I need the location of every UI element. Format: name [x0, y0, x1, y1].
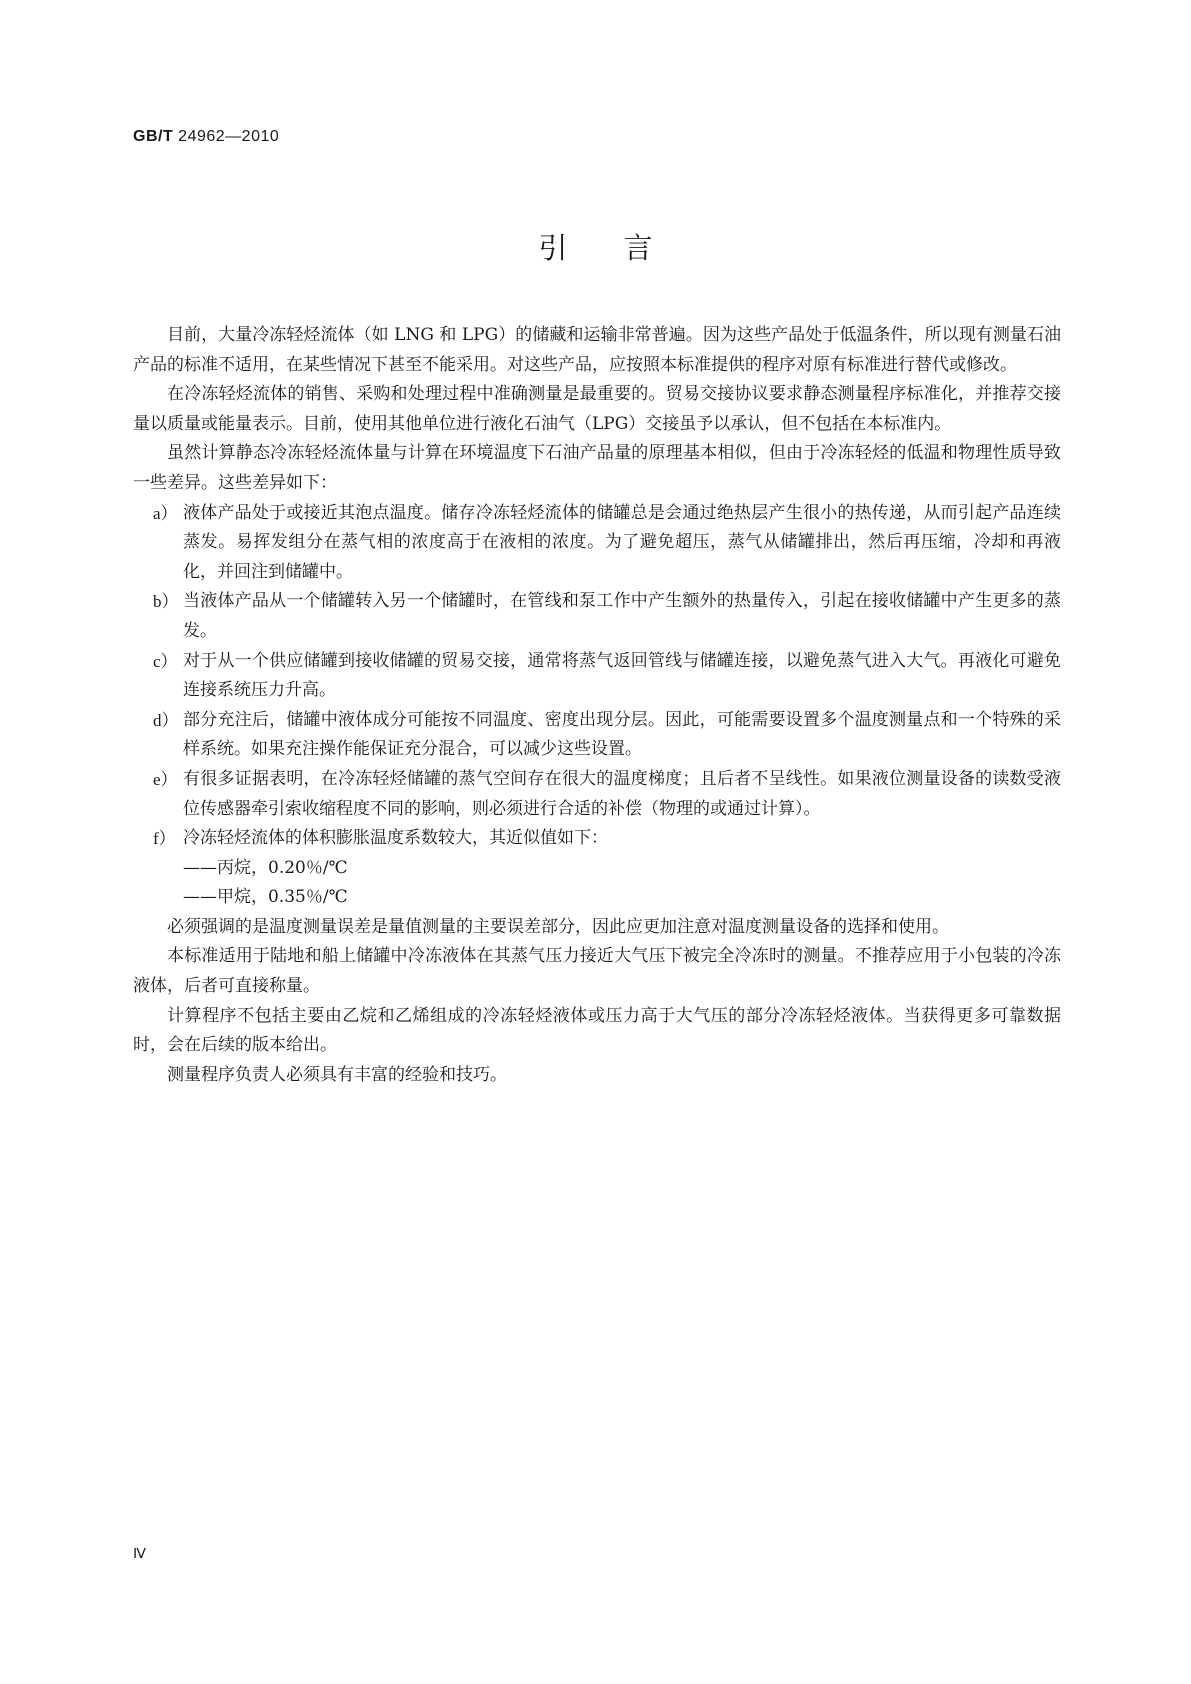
- list-item: [133, 706, 1061, 765]
- paragraph: 必须强调的是温度测量误差是量值测量的主要误差部分，因此应更加注意对温度测量设备的选择和使用。: [167, 916, 949, 937]
- standard-prefix: GB/T: [133, 128, 174, 145]
- standard-number: [133, 128, 279, 146]
- paragraph: 本标准适用于陆地和船上储罐中冷冻液体在其蒸气压力接近大气压下被完全冷冻时的测量。不推荐应用于小包装的冷冻液体，后者可直接称量。: [133, 946, 1061, 997]
- list-marker: f）: [153, 829, 176, 849]
- list-item-text: 液体产品处于或接近其泡点温度。储存冷冻轻烃流体的储罐总是会通过绝热层产生很小的热传递，从而引起产品连续蒸发。易挥发组分在蒸气相的浓度高于在液相的浓度。为了避免超压，蒸气从储罐排出，然后再压缩，冷却和再液化，并回注到储罐中。: [183, 502, 1061, 582]
- paragraph: 目前，大量冷冻轻烃流体（如 LNG 和 LPG）的储藏和运输非常普遍。因为这些产品处于低温条件，所以现有测量石油产品的标准不适用，在某些情况下甚至不能采用。对这些产品，应按照本标准提供的程序对原有标准进行替代或修改。: [133, 325, 1061, 375]
- list-marker: e）: [153, 769, 178, 789]
- list-item: [133, 824, 1061, 854]
- standard-code: 24962—2010: [178, 128, 280, 145]
- list-item: [133, 499, 1061, 588]
- list-marker: d）: [153, 710, 179, 730]
- list-item-text: 部分充注后，储罐中液体成分可能按不同温度、密度出现分层。因此，可能需要设置多个温度测量点和一个特殊的采样系统。如果充注操作能保证充分混合，可以减少这些设置。: [183, 709, 1061, 760]
- list-marker: c）: [153, 651, 178, 671]
- list-item-text: 当液体产品从一个储罐转入另一个储罐时，在管线和泵工作中产生额外的热量传入，引起在接收储罐中产生更多的蒸发。: [183, 591, 1061, 641]
- list-item: [133, 647, 1061, 706]
- page-number: Ⅳ: [133, 1547, 146, 1562]
- page-title: 引言: [538, 231, 709, 265]
- list-marker: a）: [153, 503, 178, 523]
- list-item: [133, 765, 1061, 824]
- list-item-text: 对于从一个供应储罐到接收储罐的贸易交接，通常将蒸气返回管线与储罐连接，以避免蒸气进入大气。再液化可避免连接系统压力升高。: [183, 650, 1061, 701]
- list-item-text: 冷冻轻烃流体的体积膨胀温度系数较大，其近似值如下：: [183, 828, 608, 849]
- dash-list-item: ——甲烷，0.35％/℃: [183, 887, 348, 908]
- dash-list-item: ——丙烷，0.20％/℃: [183, 857, 348, 878]
- paragraph: 测量程序负责人必须具有丰富的经验和技巧。: [167, 1064, 507, 1085]
- list-marker: b）: [153, 592, 179, 612]
- paragraph: 虽然计算静态冷冻轻烃流体量与计算在环境温度下石油产品量的原理基本相似，但由于冷冻轻烃的低温和物理性质导致一些差异。这些差异如下：: [133, 443, 1061, 493]
- paragraph: 计算程序不包括主要由乙烷和乙烯组成的冷冻轻烃液体或压力高于大气压的部分冷冻轻烃液体。当获得更多可靠数据时，会在后续的版本给出。: [133, 1005, 1061, 1056]
- document-body: [133, 321, 1061, 1090]
- paragraph: 在冷冻轻烃流体的销售、采购和处理过程中准确测量是最重要的。贸易交接协议要求静态测量程序标准化，并推荐交接量以质量或能量表示。目前，使用其他单位进行液化石油气（LPG）交接虽予以承认，但不包括在本标准内。: [133, 384, 1061, 434]
- list-item-text: 有很多证据表明，在冷冻轻烃储罐的蒸气空间存在很大的温度梯度；且后者不呈线性。如果液位测量设备的读数受液位传感器牵引索收缩程度不同的影响，则必须进行合适的补偿（物理的或通过计算）。: [183, 768, 1061, 819]
- list-item: [133, 587, 1061, 646]
